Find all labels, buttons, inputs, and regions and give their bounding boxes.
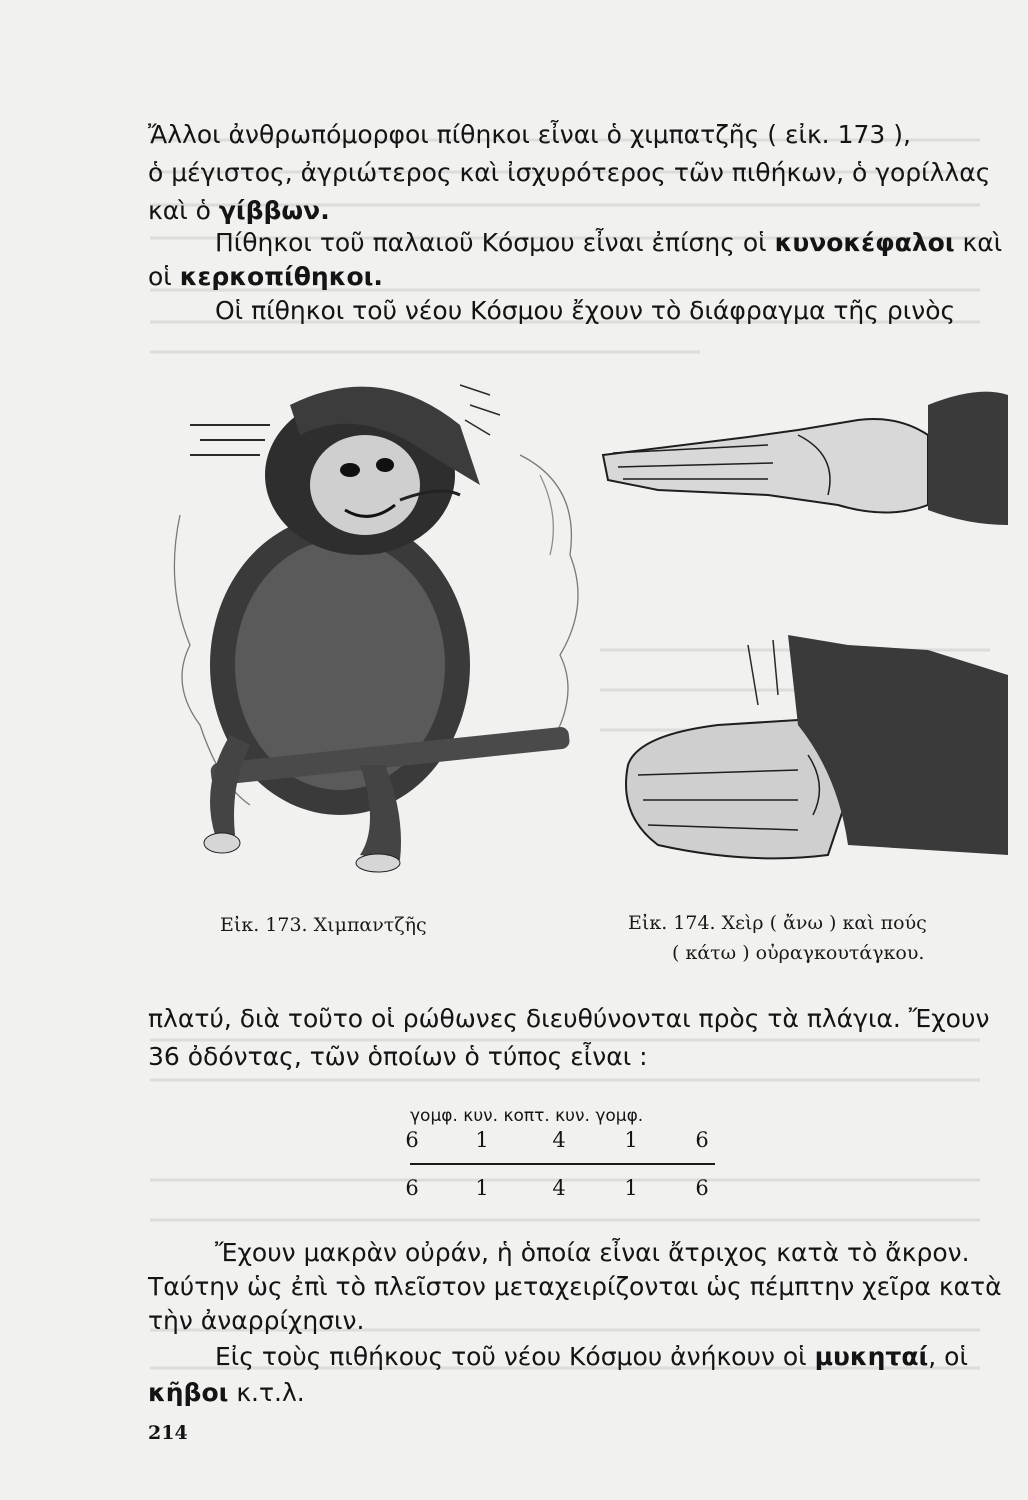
paragraph-line xyxy=(215,1236,1028,1270)
text-line-4c: καὶ xyxy=(954,228,1003,257)
text-line-13b: κ.τ.λ. xyxy=(228,1378,305,1407)
text-line-12a: Εἰς τοὺς πιθήκους τοῦ νέου Κόσμου ἀνήκουν οἱ xyxy=(215,1342,815,1371)
term-gibbon: γίββων. xyxy=(218,196,330,225)
text-line-5a: οἱ xyxy=(148,262,180,291)
chimpanzee-illustration xyxy=(160,365,600,885)
text-line-6: Οἱ πίθηκοι τοῦ νέου Κόσμου ἔχουν τὸ διάφραγμα τῆς ρινὸς xyxy=(215,296,956,325)
text-line-9: Ἔχουν μακρὰν οὐράν, ἡ ὁποία εἶναι ἄτριχος κατὰ τὸ ἄκρον. xyxy=(215,1238,970,1267)
text-line-2: ὁ μέγιστος, ἀγριώτερος καὶ ἰσχυρότερος τῶν πιθήκων, ὁ γορίλλας xyxy=(148,158,991,187)
figure-174-caption-line2: ( κάτω ) οὐραγκουτάγκου. xyxy=(672,942,925,964)
paragraph-line xyxy=(148,1270,1008,1304)
orangutan-hand-foot-illustration xyxy=(598,375,1008,875)
figure-173-caption: Εἰκ. 173. Χιμπαντζῆς xyxy=(220,914,427,936)
figure-174-caption-line1: Εἰκ. 174. Χεὶρ ( ἄνω ) καὶ πούς xyxy=(628,912,927,934)
text-line-12c: , οἱ xyxy=(928,1342,968,1371)
term-kerkopithikoi: κερκοπίθηκοι. xyxy=(179,262,383,291)
formula-lower-molar-right: 6 xyxy=(695,1176,709,1200)
dental-formula-header: γομφ. κυν. κοπτ. κυν. γομφ. xyxy=(410,1106,644,1126)
dental-formula-upper xyxy=(402,1128,732,1154)
formula-lower-incisors: 4 xyxy=(552,1176,566,1200)
formula-upper-incisors: 4 xyxy=(552,1128,566,1152)
term-mykitai: μυκηταί xyxy=(814,1342,929,1371)
paragraph-line xyxy=(148,194,1008,228)
text-line-7: πλατύ, διὰ τοῦτο οἱ ρώθωνες διευθύνονται πρὸς τὰ πλάγια. Ἔχουν xyxy=(148,1004,990,1033)
formula-upper-canine-right: 1 xyxy=(624,1128,638,1152)
paragraph-line xyxy=(215,1340,1028,1374)
paragraph-line xyxy=(148,118,1008,152)
term-kivoi: κῆβοι xyxy=(148,1378,229,1407)
formula-upper-canine-left: 1 xyxy=(475,1128,489,1152)
paragraph-line xyxy=(148,1002,1008,1036)
paragraph-line xyxy=(148,1040,1008,1074)
paragraph-line xyxy=(148,1304,1008,1338)
paragraph-line xyxy=(215,226,1028,260)
formula-lower-canine-left: 1 xyxy=(475,1176,489,1200)
paragraph-line xyxy=(148,1376,1008,1410)
text-line-8: 36 ὀδόντας, τῶν ὁποίων ὁ τύπος εἶναι : xyxy=(148,1042,648,1071)
text-line-4a: Πίθηκοι τοῦ παλαιοῦ Κόσμου εἶναι ἐπίσης οἱ xyxy=(215,228,775,257)
dental-formula-divider xyxy=(410,1163,715,1165)
formula-lower-canine-right: 1 xyxy=(624,1176,638,1200)
paragraph-line xyxy=(148,260,1008,294)
text-line-1: Ἄλλοι ἀνθρωπόμορφοι πίθηκοι εἶναι ὁ χιμπατζῆς ( εἰκ. 173 ), xyxy=(148,120,911,149)
dental-formula-lower xyxy=(402,1176,732,1202)
formula-upper-molar-right: 6 xyxy=(695,1128,709,1152)
paragraph-line xyxy=(148,156,1008,190)
paragraph-line xyxy=(215,294,1028,328)
text-line-3a: καὶ ὁ xyxy=(148,196,219,225)
text-line-11: τὴν ἀναρρίχησιν. xyxy=(148,1306,365,1335)
page-number: 214 xyxy=(148,1422,188,1444)
text-line-10: Ταύτην ὡς ἐπὶ τὸ πλεῖστον μεταχειρίζονται ὡς πέμπτην χεῖρα κατὰ xyxy=(148,1272,1002,1301)
formula-upper-molar-left: 6 xyxy=(405,1128,419,1152)
term-kynokefaloi: κυνοκέφαλοι xyxy=(774,228,955,257)
formula-lower-molar-left: 6 xyxy=(405,1176,419,1200)
